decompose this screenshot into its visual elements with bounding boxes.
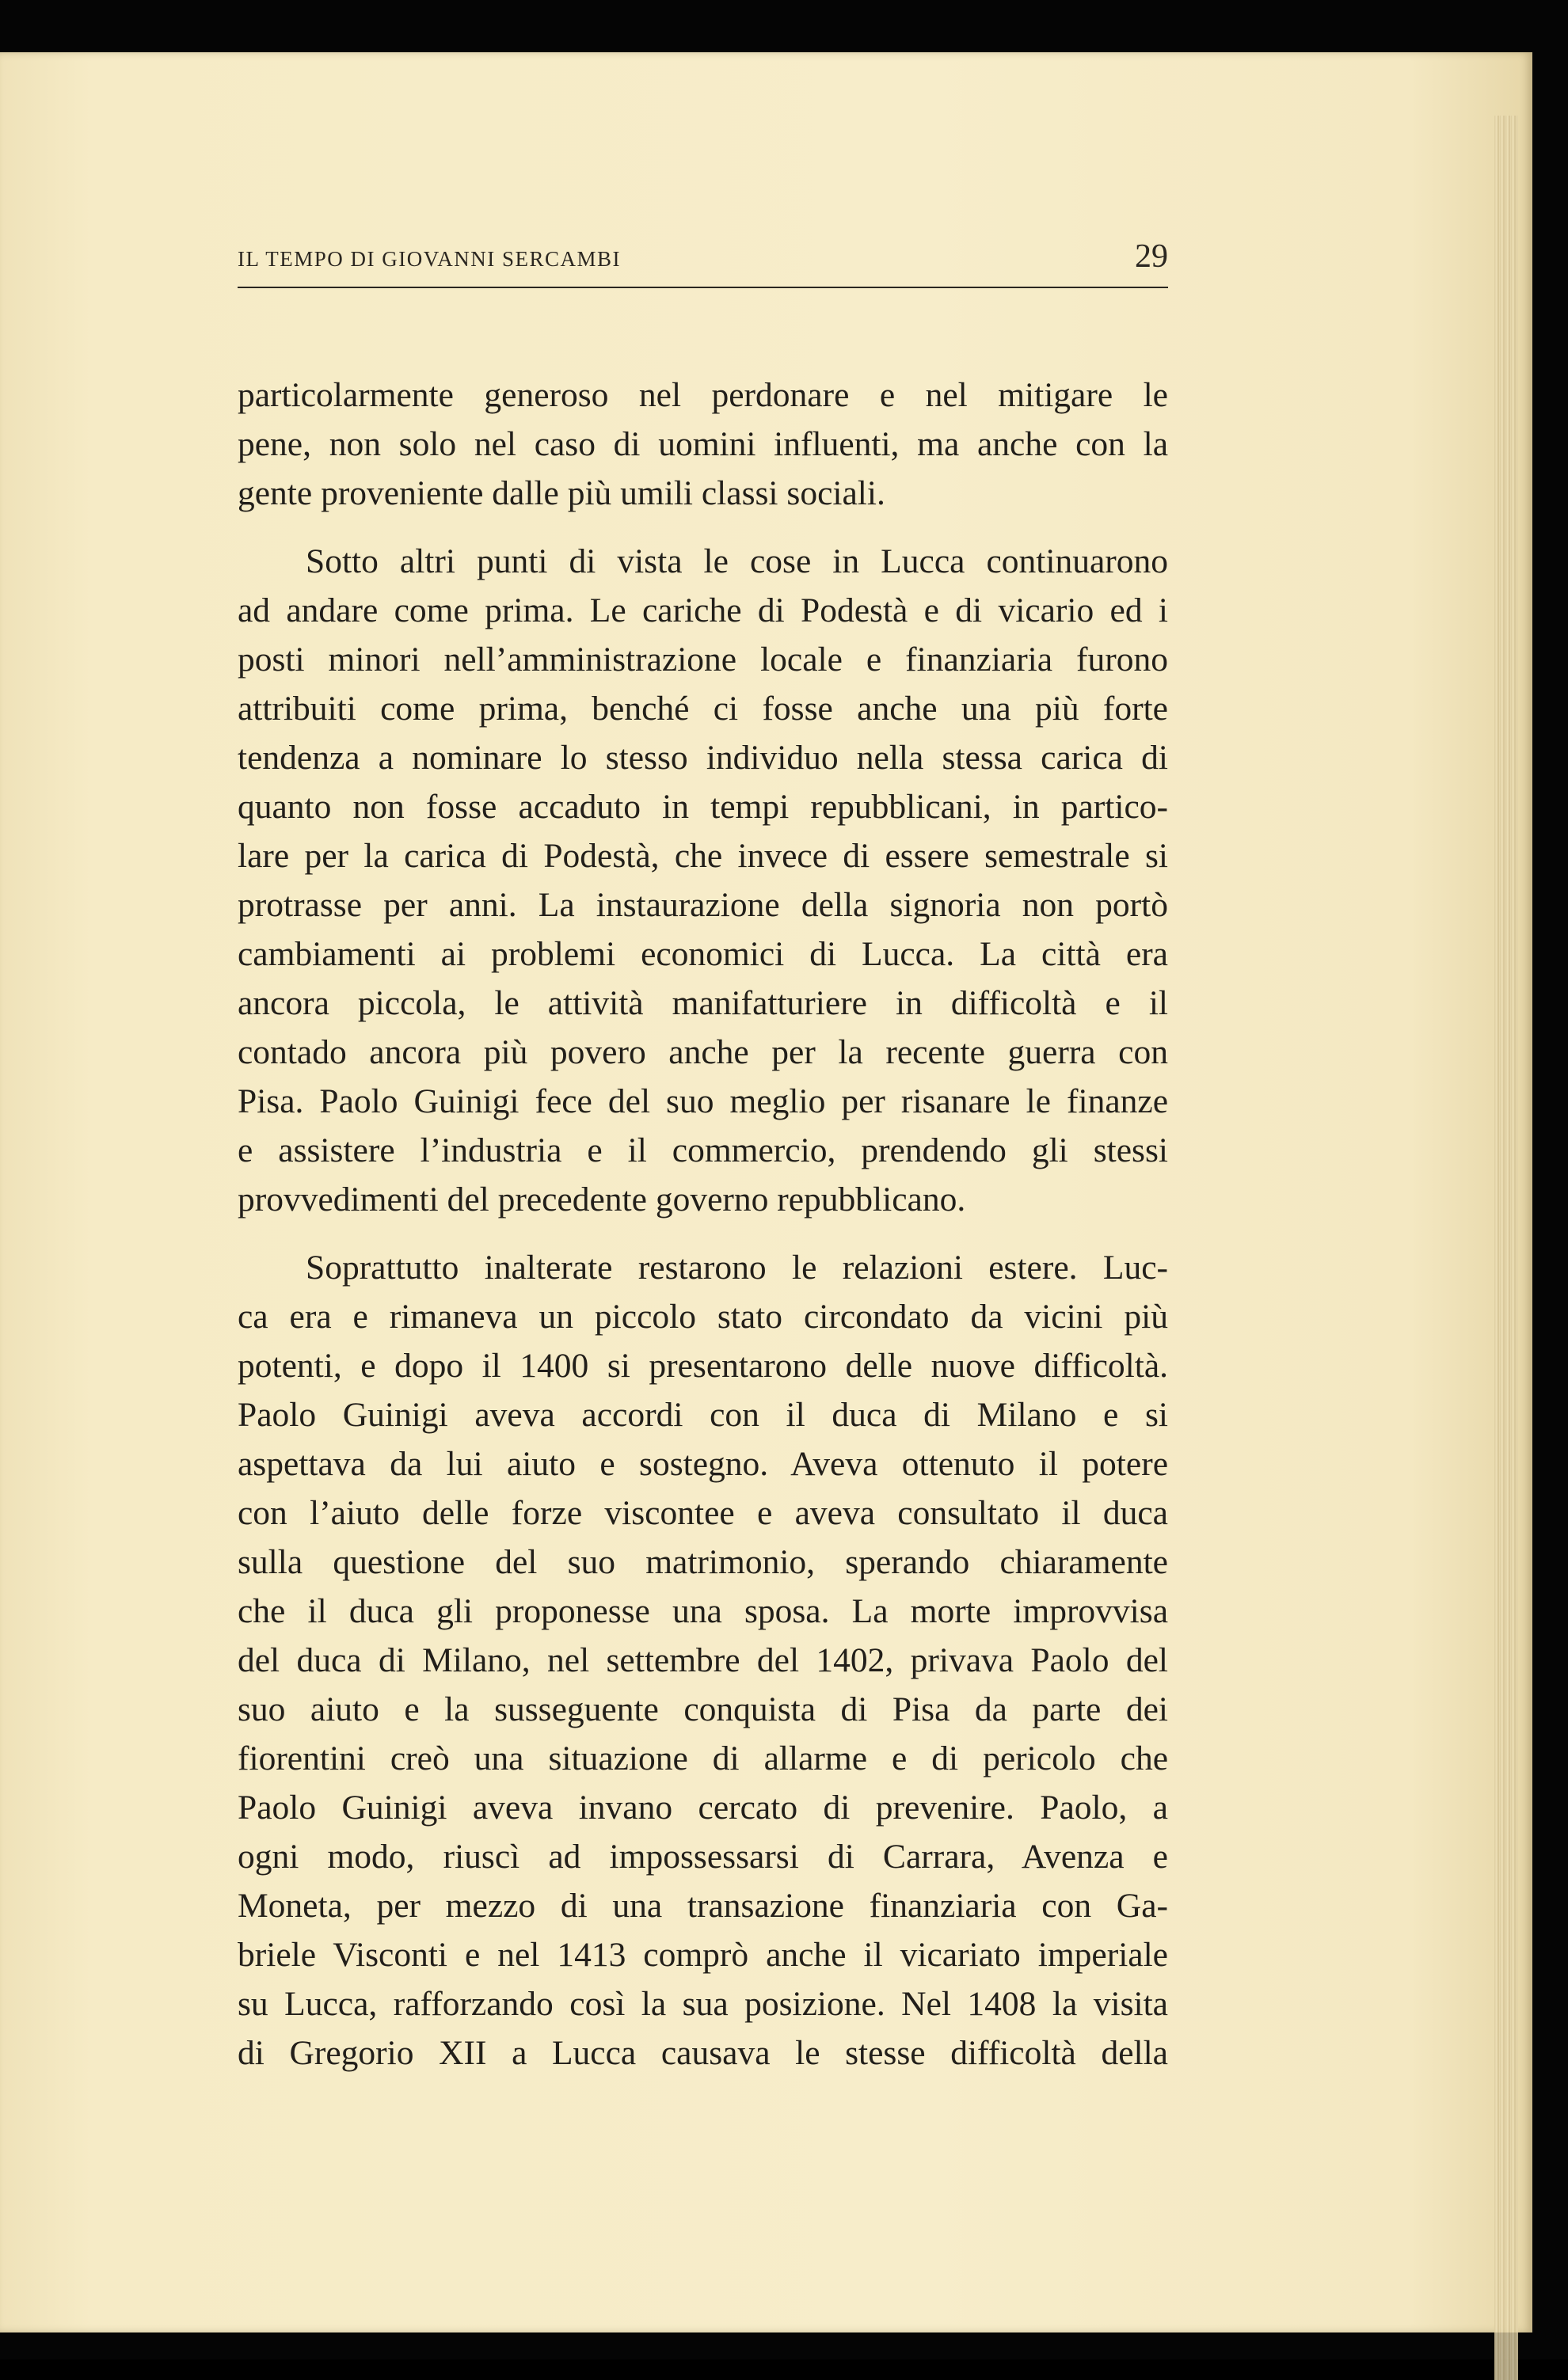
text-line: su Lucca, rafforzando così la sua posizione. Nel 1408 la visita <box>238 1985 1168 2023</box>
text-line: ad andare come prima. Le cariche di Podestà e di vicario ed i <box>238 591 1168 629</box>
text-line: ancora piccola, le attività manifatturiere in difficoltà e il <box>238 984 1168 1022</box>
text-line: ca era e rimaneva un piccolo stato circondato da vicini più <box>238 1298 1168 1336</box>
page-edges <box>1494 116 1518 2380</box>
text-line: lare per la carica di Podestà, che invece di essere semestrale si <box>238 837 1168 875</box>
text-line: gente proveniente dalle più umili classi sociali. <box>238 474 885 512</box>
text-line: posti minori nell’amministrazione locale e finanziaria furono <box>238 641 1168 679</box>
paragraph <box>238 371 1168 518</box>
running-header <box>238 238 1168 288</box>
text-line: quanto non fosse accaduto in tempi repubblicani, in partico- <box>238 788 1168 826</box>
text-line: Pisa. Paolo Guinigi fece del suo meglio per risanare le finanze <box>238 1082 1168 1120</box>
paragraph <box>238 1243 1168 2078</box>
text-line: Moneta, per mezzo di una transazione finanziaria con Ga- <box>238 1887 1168 1925</box>
text-line: suo aiuto e la susseguente conquista di Pisa da parte dei <box>238 1690 1168 1728</box>
text-line: pene, non solo nel caso di uomini influenti, ma anche con la <box>238 425 1168 463</box>
text-line: provvedimenti del precedente governo repubblicano. <box>238 1180 966 1219</box>
text-line: potenti, e dopo il 1400 si presentarono delle nuove difficoltà. <box>238 1347 1168 1385</box>
text-line: tendenza a nominare lo stesso individuo nella stessa carica di <box>238 739 1168 777</box>
text-line: Paolo Guinigi aveva invano cercato di prevenire. Paolo, a <box>238 1789 1168 1827</box>
text-line: che il duca gli proponesse una sposa. La morte improvvisa <box>238 1592 1168 1630</box>
text-line: sulla questione del suo matrimonio, sperando chiaramente <box>238 1543 1168 1581</box>
text-line: protrasse per anni. La instaurazione della signoria non portò <box>238 886 1168 924</box>
text-line: contado ancora più povero anche per la recente guerra con <box>238 1033 1168 1071</box>
text-line: particolarmente generoso nel perdonare e nel mitigare le <box>238 376 1168 414</box>
text-line: con l’aiuto delle forze viscontee e aveva consultato il duca <box>238 1494 1168 1532</box>
text-line: e assistere l’industria e il commercio, prendendo gli stessi <box>238 1131 1168 1169</box>
page-number: 29 <box>1135 238 1168 275</box>
text-line: cambiamenti ai problemi economici di Lucca. La città era <box>238 935 1168 973</box>
text-line: Sotto altri punti di vista le cose in Lucca continuarono <box>306 542 1168 580</box>
text-line: Soprattutto inalterate restarono le relazioni estere. Luc- <box>306 1249 1168 1287</box>
text-line: Paolo Guinigi aveva accordi con il duca di Milano e si <box>238 1396 1168 1434</box>
paragraph <box>238 537 1168 1224</box>
text-line: di Gregorio XII a Lucca causava le stesse difficoltà della <box>238 2034 1168 2072</box>
text-line: attribuiti come prima, benché ci fosse anche una più forte <box>238 690 1168 728</box>
text-line: ogni modo, riuscì ad impossessarsi di Carrara, Avenza e <box>238 1838 1168 1876</box>
running-title: IL TEMPO DI GIOVANNI SERCAMBI <box>238 247 622 271</box>
body-text <box>238 371 1168 2078</box>
text-line: briele Visconti e nel 1413 comprò anche il vicariato imperiale <box>238 1936 1168 1974</box>
text-line: fiorentini creò una situazione di allarme e di pericolo che <box>238 1739 1168 1777</box>
text-line: aspettava da lui aiuto e sostegno. Aveva ottenuto il potere <box>238 1445 1168 1483</box>
text-line: del duca di Milano, nel settembre del 1402, privava Paolo del <box>238 1641 1168 1679</box>
